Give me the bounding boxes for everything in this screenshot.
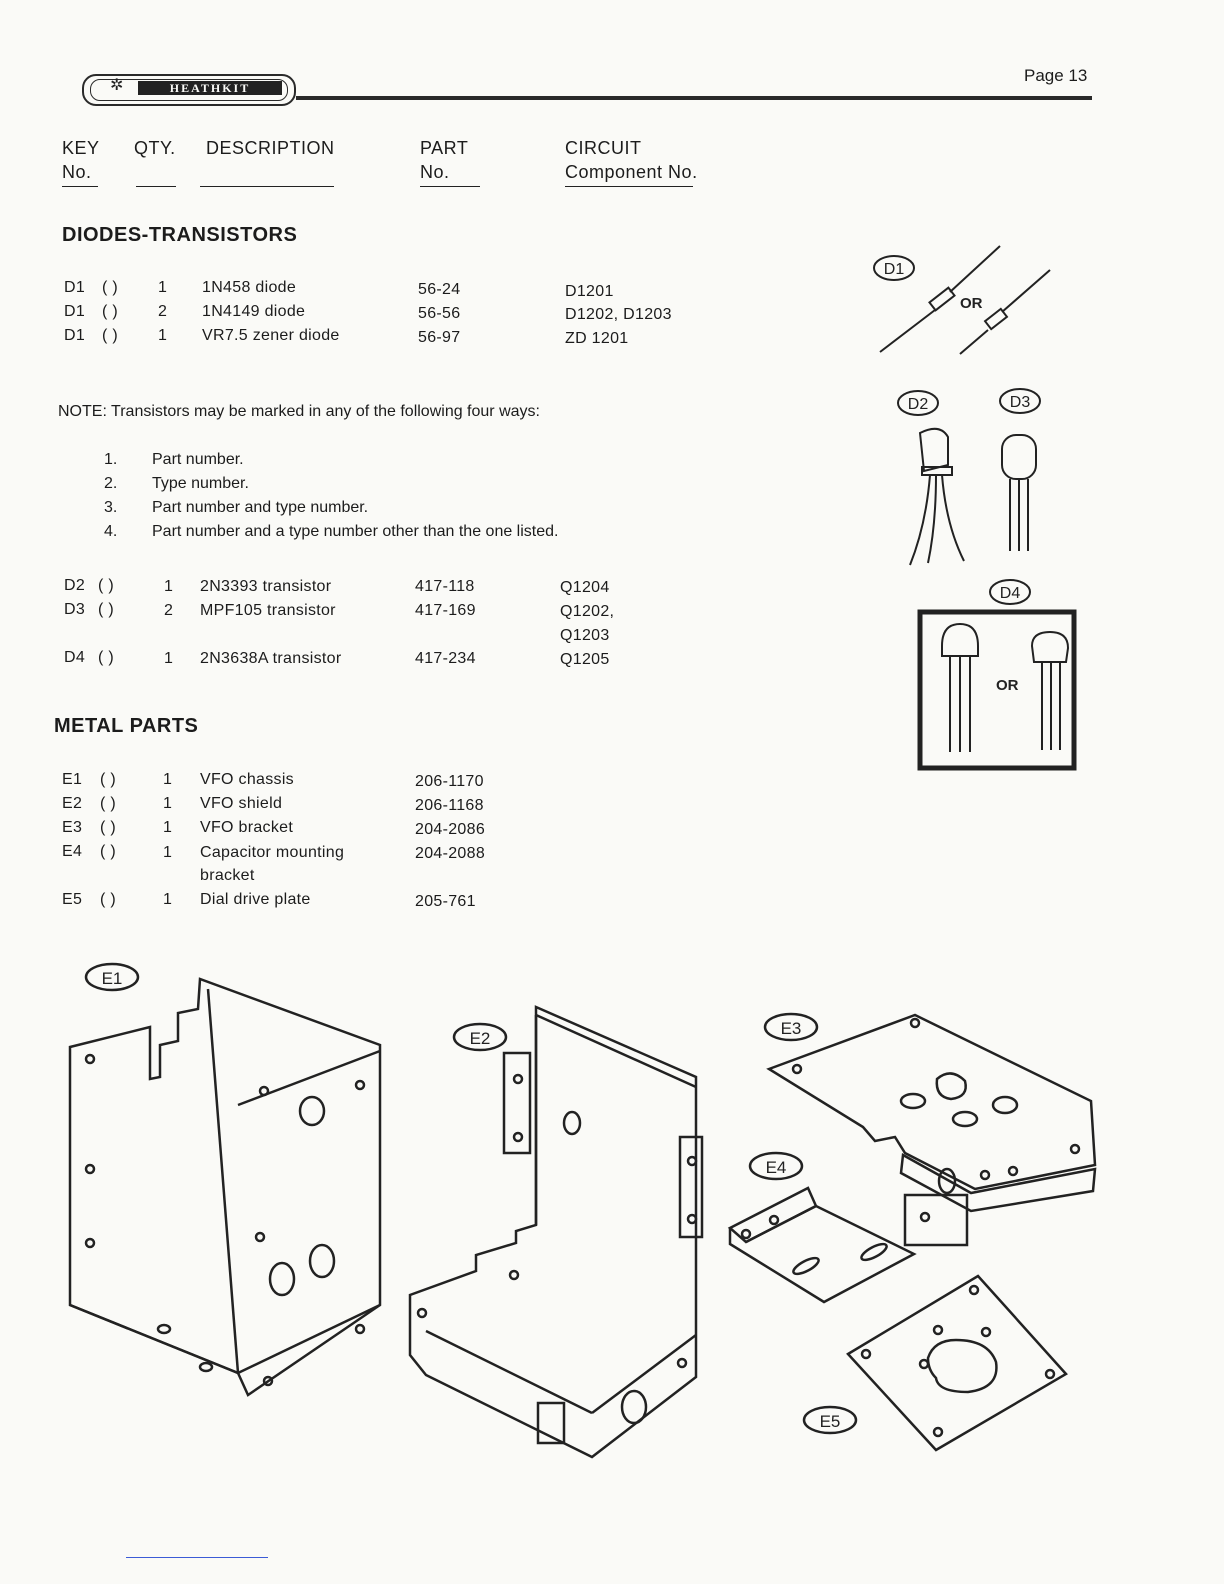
row-key: D3 bbox=[64, 601, 86, 618]
section-title-metal-parts: METAL PARTS bbox=[54, 715, 199, 737]
row-key: D2 bbox=[64, 577, 86, 594]
row-description: 2N3393 transistor bbox=[200, 578, 332, 595]
mount-slot bbox=[859, 1241, 888, 1263]
screw-hole bbox=[862, 1350, 870, 1358]
list-item-text: Part number and type number. bbox=[152, 499, 369, 516]
screw-hole bbox=[510, 1271, 518, 1279]
transistor-body bbox=[1002, 435, 1036, 479]
row-part: 205-761 bbox=[415, 893, 476, 910]
mount-hole bbox=[300, 1097, 324, 1125]
screw-hole bbox=[770, 1216, 778, 1224]
chassis-outline bbox=[70, 979, 380, 1395]
list-item-number: 1. bbox=[104, 451, 118, 468]
col-key-line1: KEY bbox=[62, 138, 100, 158]
row-key: D4 bbox=[64, 649, 86, 666]
transistor-d4-illustration bbox=[914, 576, 1084, 774]
row-description: VFO chassis bbox=[200, 771, 294, 788]
brand-name: HEATHKIT bbox=[138, 81, 282, 95]
list-item-text: Type number. bbox=[152, 475, 249, 492]
row-qty: 1 bbox=[163, 844, 173, 861]
screw-hole bbox=[678, 1359, 686, 1367]
screw-hole bbox=[256, 1233, 264, 1241]
shield-fold bbox=[536, 1015, 696, 1087]
row-description: Dial drive plate bbox=[200, 891, 311, 908]
row-description: MPF105 transistor bbox=[200, 602, 336, 619]
screw-hole bbox=[356, 1325, 364, 1333]
screw-hole bbox=[514, 1133, 522, 1141]
row-circuit: D1202, D1203 bbox=[565, 306, 672, 323]
mount-hole bbox=[901, 1094, 925, 1108]
callout-label: E2 bbox=[469, 1029, 491, 1048]
row-checkbox[interactable]: ( ) bbox=[100, 771, 117, 788]
transistor-lead bbox=[910, 475, 930, 565]
list-item-number: 4. bbox=[104, 523, 118, 540]
row-description: VFO bracket bbox=[200, 819, 294, 836]
or-label: OR bbox=[960, 295, 983, 312]
mount-hole bbox=[622, 1391, 646, 1423]
col-key-line2: No. bbox=[62, 162, 92, 182]
row-key: D1 bbox=[64, 327, 86, 344]
page-number: Page 13 bbox=[1024, 66, 1088, 85]
list-item-text: Part number and a type number other than the one listed. bbox=[152, 523, 559, 540]
col-part bbox=[420, 136, 468, 184]
row-part: 204-2088 bbox=[415, 845, 486, 862]
plate-outline bbox=[848, 1276, 1066, 1450]
row-part: 417-234 bbox=[415, 650, 476, 667]
row-checkbox[interactable]: ( ) bbox=[98, 649, 115, 666]
chassis-fold bbox=[208, 989, 238, 1373]
screw-hole bbox=[260, 1087, 268, 1095]
row-checkbox[interactable]: ( ) bbox=[98, 601, 115, 618]
row-qty: 1 bbox=[163, 771, 173, 788]
col-description: DESCRIPTION bbox=[206, 138, 335, 158]
row-checkbox[interactable]: ( ) bbox=[100, 795, 117, 812]
screw-hole bbox=[1071, 1145, 1079, 1153]
callout-label: D2 bbox=[907, 396, 929, 413]
keyhole-cutout bbox=[928, 1340, 996, 1392]
row-part: 204-2086 bbox=[415, 821, 486, 838]
row-qty: 1 bbox=[158, 279, 168, 296]
callout-label: E1 bbox=[101, 969, 123, 988]
chassis-fold bbox=[238, 1305, 380, 1373]
callout-label: E3 bbox=[780, 1019, 802, 1038]
screw-hole bbox=[200, 1363, 212, 1371]
transistor-d2-d3-illustration bbox=[880, 385, 1070, 570]
col-qty: QTY. bbox=[134, 138, 176, 158]
atom-icon: ✲ bbox=[110, 77, 124, 94]
rule-key bbox=[62, 186, 98, 187]
row-part: 206-1168 bbox=[415, 797, 484, 814]
row-checkbox[interactable]: ( ) bbox=[100, 819, 117, 836]
row-checkbox[interactable]: ( ) bbox=[102, 303, 119, 320]
row-description: VFO shield bbox=[200, 795, 283, 812]
row-description: 2N3638A transistor bbox=[200, 650, 342, 667]
row-description: 1N458 diode bbox=[202, 279, 297, 296]
row-qty: 2 bbox=[164, 602, 174, 619]
row-part: 56-24 bbox=[418, 281, 461, 298]
row-part: 417-169 bbox=[415, 602, 476, 619]
dial-drive-plate-illustration bbox=[800, 1270, 1070, 1470]
col-part-line2: No. bbox=[420, 162, 450, 182]
row-key: E1 bbox=[62, 771, 83, 788]
col-part-line1: PART bbox=[420, 138, 469, 158]
section-title-diodes: DIODES-TRANSISTORS bbox=[62, 224, 298, 246]
row-key: E3 bbox=[62, 819, 83, 836]
callout-label: D3 bbox=[1009, 394, 1031, 411]
note-text: NOTE: Transistors may be marked in any of the following four ways: bbox=[58, 403, 540, 420]
row-checkbox[interactable]: ( ) bbox=[100, 843, 117, 860]
rule-circuit bbox=[565, 186, 693, 187]
diode-body bbox=[985, 309, 1007, 329]
transistor-lead bbox=[942, 475, 964, 561]
row-qty: 1 bbox=[163, 795, 173, 812]
screw-hole bbox=[1046, 1370, 1054, 1378]
row-checkbox[interactable]: ( ) bbox=[98, 577, 115, 594]
row-description: Capacitor mounting bbox=[200, 844, 345, 861]
row-part: 56-97 bbox=[418, 329, 461, 346]
screw-hole bbox=[356, 1081, 364, 1089]
callout-label: D1 bbox=[883, 261, 905, 278]
row-qty: 1 bbox=[164, 650, 174, 667]
col-circuit-line1: CIRCUIT bbox=[565, 138, 642, 158]
rule-part bbox=[420, 186, 480, 187]
shield-fold bbox=[426, 1331, 592, 1413]
screw-hole bbox=[920, 1360, 928, 1368]
row-key: E5 bbox=[62, 891, 83, 908]
row-circuit: Q1205 bbox=[560, 651, 610, 668]
row-qty: 1 bbox=[163, 819, 173, 836]
callout-label: E4 bbox=[765, 1158, 787, 1177]
chassis-fold bbox=[70, 1305, 238, 1373]
screw-hole bbox=[86, 1055, 94, 1063]
list-item-number: 3. bbox=[104, 499, 118, 516]
screw-hole bbox=[934, 1326, 942, 1334]
screw-hole bbox=[981, 1171, 989, 1179]
diode-lead bbox=[1002, 270, 1050, 312]
row-part: 56-56 bbox=[418, 305, 461, 322]
col-circuit bbox=[565, 136, 698, 184]
diode-illustration bbox=[860, 240, 1080, 360]
mount-hole bbox=[564, 1112, 580, 1134]
list-item-text: Part number. bbox=[152, 451, 244, 468]
list-item-number: 2. bbox=[104, 475, 118, 492]
col-key bbox=[62, 136, 100, 184]
row-description-cont: bracket bbox=[200, 867, 255, 884]
row-key: D1 bbox=[64, 279, 86, 296]
mount-hole bbox=[310, 1245, 334, 1277]
row-qty: 2 bbox=[158, 303, 168, 320]
screw-hole bbox=[1009, 1167, 1017, 1175]
shield-tab bbox=[504, 1053, 530, 1153]
transistor-body bbox=[1032, 632, 1068, 662]
rule-description bbox=[200, 186, 334, 187]
keyhole-cutout bbox=[937, 1073, 966, 1099]
screw-hole bbox=[688, 1215, 696, 1223]
screw-hole bbox=[742, 1230, 750, 1238]
rule-qty bbox=[136, 186, 176, 187]
row-key: E4 bbox=[62, 843, 83, 860]
heathkit-logo bbox=[82, 74, 296, 106]
row-description: VR7.5 zener diode bbox=[202, 327, 340, 344]
transistor-body bbox=[920, 429, 948, 471]
screw-hole bbox=[418, 1309, 426, 1317]
row-checkbox[interactable]: ( ) bbox=[100, 891, 117, 908]
transistor-body bbox=[942, 624, 978, 656]
row-key: E2 bbox=[62, 795, 83, 812]
screw-hole bbox=[158, 1325, 170, 1333]
screw-hole bbox=[514, 1075, 522, 1083]
vfo-shield-illustration bbox=[396, 995, 726, 1465]
row-key: D1 bbox=[64, 303, 86, 320]
vfo-chassis-illustration bbox=[60, 955, 390, 1435]
shield-outline bbox=[410, 1007, 696, 1457]
row-circuit: D1201 bbox=[565, 283, 614, 300]
header-rule bbox=[296, 96, 1092, 100]
callout-label: D4 bbox=[999, 585, 1021, 602]
screw-hole bbox=[982, 1328, 990, 1336]
row-circuit: Q1202, bbox=[560, 603, 615, 620]
row-qty: 1 bbox=[163, 891, 173, 908]
diode-lead bbox=[960, 330, 988, 354]
or-label: OR bbox=[996, 677, 1019, 694]
row-checkbox[interactable]: ( ) bbox=[102, 327, 119, 344]
mount-hole bbox=[953, 1112, 977, 1126]
row-part: 206-1170 bbox=[415, 773, 484, 790]
scan-artifact-line bbox=[126, 1557, 268, 1558]
screw-hole bbox=[970, 1286, 978, 1294]
callout-label: E5 bbox=[819, 1412, 841, 1431]
screw-hole bbox=[86, 1165, 94, 1173]
mount-hole bbox=[270, 1263, 294, 1295]
screw-hole bbox=[934, 1428, 942, 1436]
row-qty: 1 bbox=[158, 327, 168, 344]
screw-hole bbox=[793, 1065, 801, 1073]
row-checkbox[interactable]: ( ) bbox=[102, 279, 119, 296]
screw-hole bbox=[86, 1239, 94, 1247]
row-circuit: ZD 1201 bbox=[565, 330, 629, 347]
diode-lead bbox=[950, 246, 1000, 292]
screw-hole bbox=[911, 1019, 919, 1027]
bracket-lip bbox=[901, 1155, 1095, 1211]
row-part: 417-118 bbox=[415, 578, 475, 595]
row-qty: 1 bbox=[164, 578, 174, 595]
screw-hole bbox=[688, 1157, 696, 1165]
mount-hole bbox=[993, 1097, 1017, 1113]
row-circuit-cont: Q1203 bbox=[560, 627, 610, 644]
row-circuit: Q1204 bbox=[560, 579, 610, 596]
diode-lead bbox=[880, 310, 935, 352]
row-description: 1N4149 diode bbox=[202, 303, 306, 320]
col-circuit-line2: Component No. bbox=[565, 162, 698, 182]
